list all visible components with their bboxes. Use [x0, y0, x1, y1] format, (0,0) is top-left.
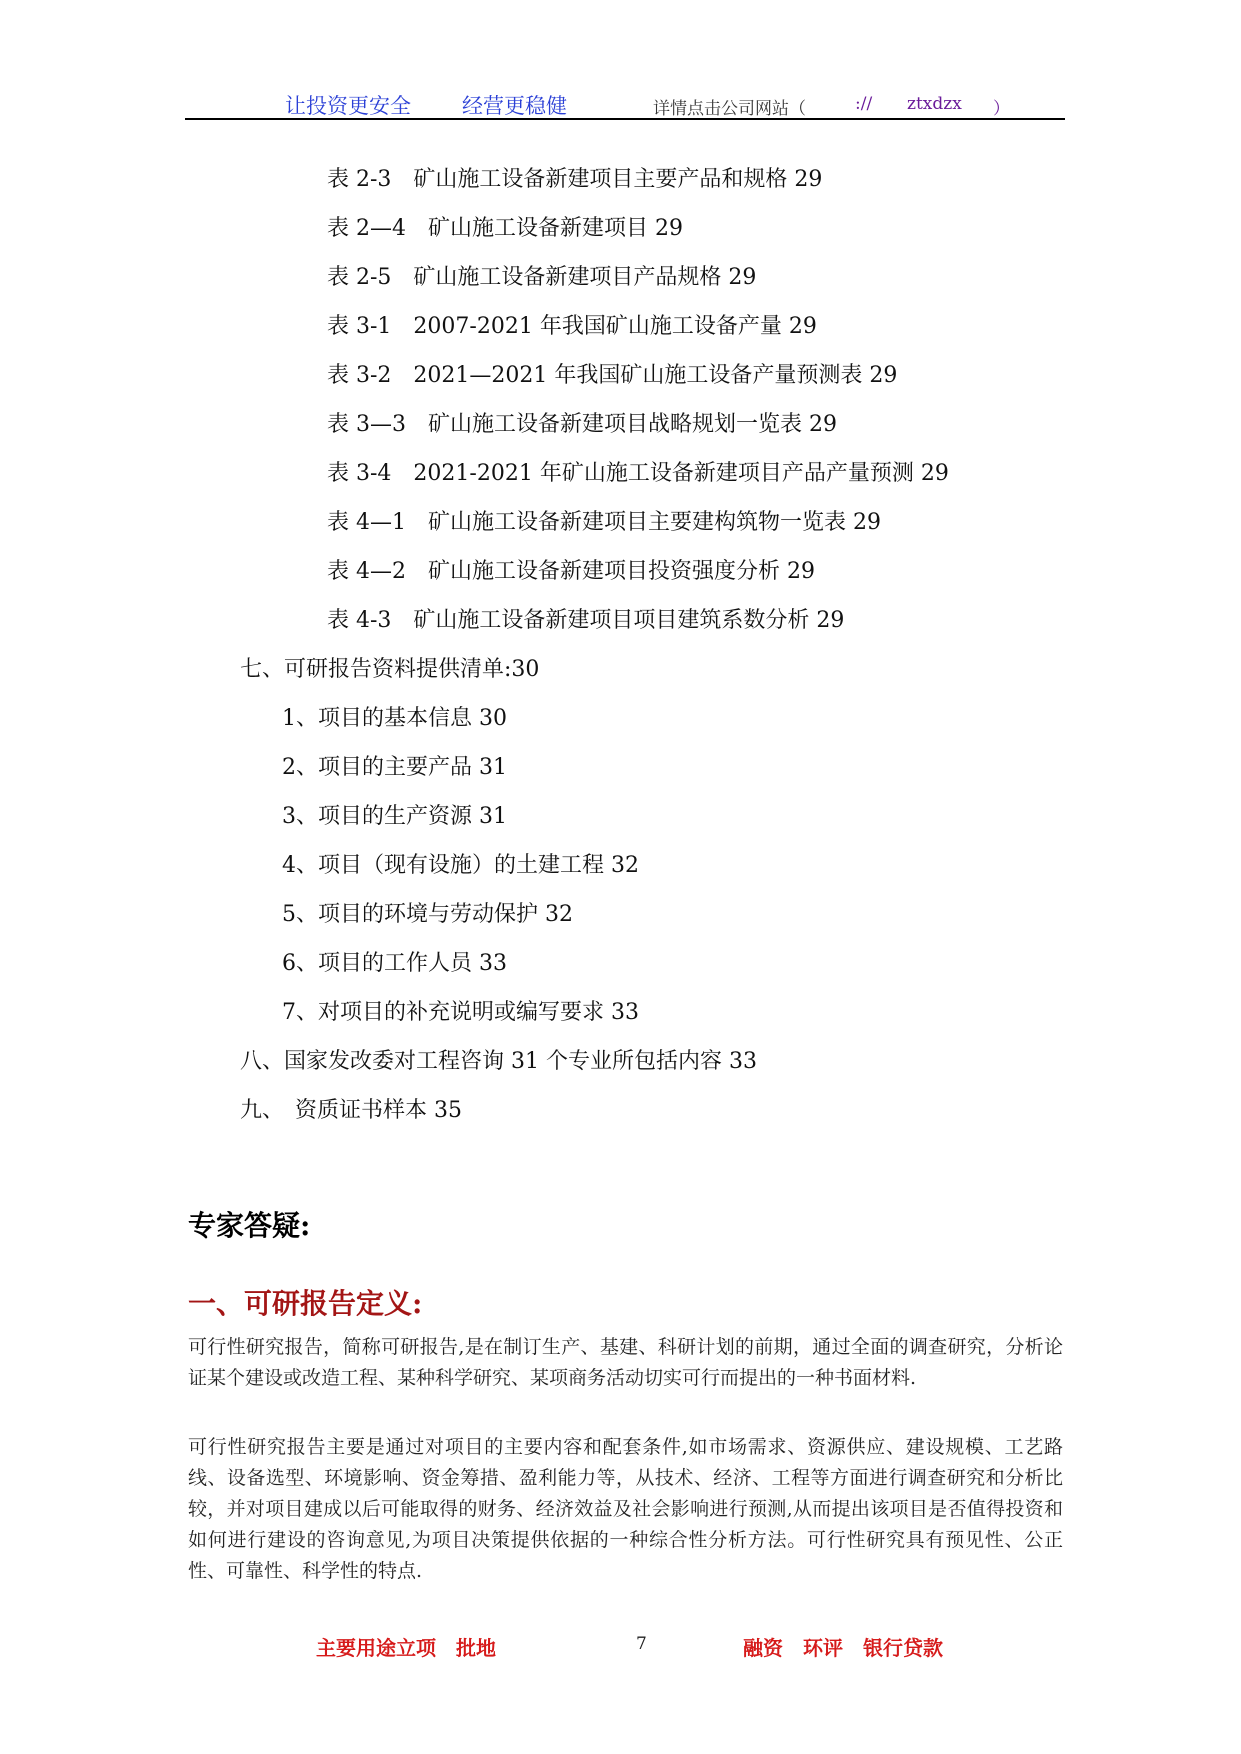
- toc-item[interactable]: 1、项目的基本信息 30: [282, 706, 507, 731]
- toc-item[interactable]: 表 3-4 2021-2021 年矿山施工设备新建项目产品产量预测 29: [327, 461, 949, 486]
- toc-item[interactable]: 2、项目的主要产品 31: [282, 755, 507, 780]
- toc-item[interactable]: 表 2—4 矿山施工设备新建项目 29: [327, 216, 683, 241]
- header-slogan-safe: 让投资更安全: [285, 94, 411, 118]
- header-slogan-stable: 经营更稳健: [462, 94, 567, 118]
- toc-item[interactable]: 表 2-5 矿山施工设备新建项目产品规格 29: [327, 265, 757, 290]
- toc-section-item[interactable]: 七、可研报告资料提供清单:30: [240, 657, 540, 682]
- section-title: 一、可研报告定义:: [188, 1287, 423, 1320]
- toc-item[interactable]: 4、项目（现有设施）的土建工程 32: [282, 853, 639, 878]
- header-link-site[interactable]: ztxdzx: [907, 94, 962, 114]
- toc-item[interactable]: 表 4—1 矿山施工设备新建项目主要建构筑物一览表 29: [327, 510, 881, 535]
- toc-section-item[interactable]: 八、国家发改委对工程咨询 31 个专业所包括内容 33: [240, 1049, 757, 1074]
- header-link-scheme[interactable]: ://: [855, 94, 873, 114]
- header-detail-text: 详情点击公司网站（: [653, 99, 806, 119]
- footer-left: 主要用途立项 批地: [316, 1636, 496, 1660]
- toc-item[interactable]: 7、对项目的补充说明或编写要求 33: [282, 1000, 639, 1025]
- toc-item[interactable]: 5、项目的环境与劳动保护 32: [282, 902, 573, 927]
- toc-section-item[interactable]: 九、 资质证书样本 35: [240, 1098, 462, 1123]
- toc-item[interactable]: 表 3—3 矿山施工设备新建项目战略规划一览表 29: [327, 412, 837, 437]
- toc-item[interactable]: 6、项目的工作人员 33: [282, 951, 507, 976]
- paragraph-details: 可行性研究报告主要是通过对项目的主要内容和配套条件,如市场需求、资源供应、建设规模、工艺路线、设备选型、环境影响、资金筹措、盈利能力等，从技术、经济、工程等方面进行调查研究和分析比较，并对项目建成以后可能取得的财务、经济效益及社会影响进行预测,从而提出该项目是否值得投资和如何进行建设的咨询意见,为项目决策提供依据的一种综合性分析方法。可行性研究具有预见性、公正性、可靠性、科学性的特点.: [188, 1436, 1063, 1582]
- footer-right: 融资 环评 银行贷款: [743, 1636, 943, 1660]
- toc-item[interactable]: 表 4-3 矿山施工设备新建项目项目建筑系数分析 29: [327, 608, 845, 633]
- page-number: 7: [636, 1634, 647, 1654]
- toc-item[interactable]: 表 2-3 矿山施工设备新建项目主要产品和规格 29: [327, 167, 823, 192]
- toc-item[interactable]: 表 3-2 2021—2021 年我国矿山施工设备产量预测表 29: [327, 363, 898, 388]
- page-header: [185, 88, 1065, 120]
- header-link-close: ）: [993, 99, 1010, 119]
- toc-item[interactable]: 表 4—2 矿山施工设备新建项目投资强度分析 29: [327, 559, 815, 584]
- paragraph-definition: 可行性研究报告，简称可研报告,是在制订生产、基建、科研计划的前期，通过全面的调查研究，分析论证某个建设或改造工程、某种科学研究、某项商务活动切实可行而提出的一种书面材料.: [188, 1336, 1063, 1389]
- toc-item[interactable]: 3、项目的生产资源 31: [282, 804, 507, 829]
- expert-heading: 专家答疑:: [188, 1209, 311, 1242]
- toc-item[interactable]: 表 3-1 2007-2021 年我国矿山施工设备产量 29: [327, 314, 817, 339]
